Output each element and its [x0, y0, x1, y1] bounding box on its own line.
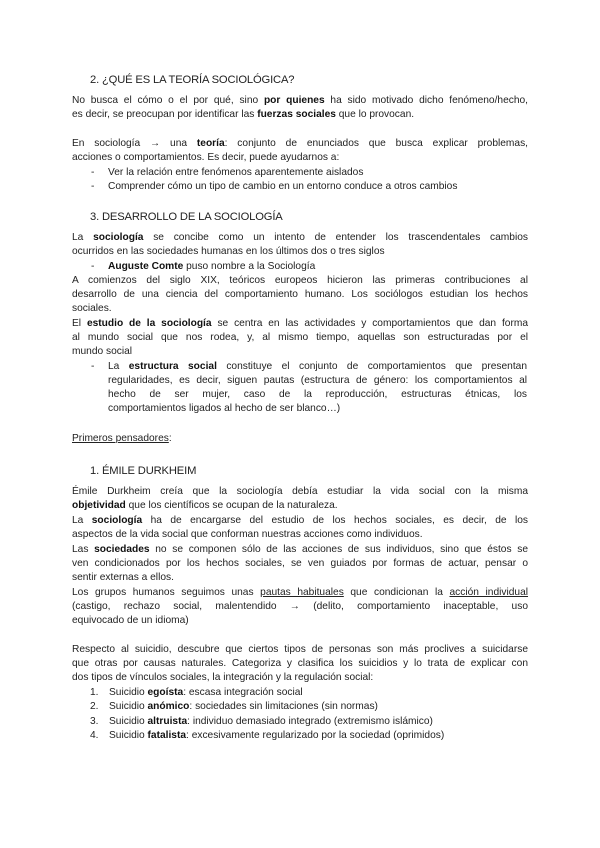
list-item: Suicidio anómico: sociedades sin limitaciones (sin normas)	[109, 701, 378, 712]
list-item: Auguste Comte puso nombre a la Sociología	[108, 261, 316, 272]
paragraph-line: acciones o comportamientos. Es decir, puede ayudarnos a:	[72, 152, 340, 163]
paragraph-line: El estudio de la sociología se centra en las actividades y comportamientos que dan forma	[72, 318, 528, 329]
paragraph-line: Los grupos humanos seguimos unas pautas habituales que condicionan la acción individual	[72, 587, 529, 598]
list-number: 3.	[90, 716, 99, 727]
list-bullet: -	[91, 361, 95, 372]
paragraph-line: No busca el cómo o el por qué, sino por quienes ha sido motivado dicho fenómeno/hecho,	[72, 95, 528, 106]
list-number: 4.	[90, 730, 99, 741]
paragraph-line: Émile Durkheim creía que la sociología debía estudiar la vida social con la misma	[72, 486, 528, 497]
list-item-line: comportamientos ligados al hecho de ser blanco…)	[108, 403, 341, 414]
paragraph-line: Respecto al suicidio, descubre que ciertos tipos de personas son más proclives a suicidarse	[72, 644, 528, 655]
paragraph-line: al mundo social que nos rodea, y, al mismo tiempo, aquellas son estructuradas por el	[72, 332, 528, 343]
list-item: Comprender cómo un tipo de cambio en un entorno conduce a otros cambios	[108, 181, 458, 192]
subsection-label: Primeros pensadores:	[72, 433, 172, 444]
section-heading-desarrollo: 3. DESARROLLO DE LA SOCIOLOGÍA	[90, 211, 283, 223]
paragraph-line: La sociología ha de encargarse del estudio de los hechos sociales, es decir, de los	[72, 515, 528, 526]
section-heading-durkheim: 1. ÉMILE DURKHEIM	[90, 465, 197, 477]
paragraph-line: es decir, se preocupan por identificar las fuerzas sociales que lo provocan.	[72, 109, 415, 120]
paragraph-line: que otras por causas naturales. Categoriza y clasifica los suicidios y lo trata de explicar con	[72, 658, 528, 669]
paragraph-line: desarrollo de una ciencia del comportamiento humano. Los sociólogos estudian los hechos	[72, 289, 528, 300]
list-item: La estructura social constituye el conjunto de comportamientos que presentan	[108, 361, 527, 372]
list-item: Suicidio altruista: individuo demasiado integrado (extremismo islámico)	[109, 716, 433, 727]
paragraph-line: ocurridos en las sociedades humanas en los últimos dos o tres siglos	[72, 246, 385, 257]
section-heading-teoria: 2. ¿QUÉ ES LA TEORÍA SOCIOLÓGICA?	[90, 74, 295, 86]
list-bullet: -	[91, 167, 95, 178]
paragraph-line: equivocado de un idioma)	[72, 615, 189, 626]
list-bullet: -	[91, 261, 95, 272]
paragraph-line: sociales.	[72, 303, 112, 314]
paragraph-line: sentir externas a ellos.	[72, 572, 174, 583]
paragraph-line: dos tipos de vínculos sociales, la integración y la regulación social:	[72, 672, 374, 683]
paragraph-line: aspectos de la vida social que conforman nuestras acciones como individuos.	[72, 529, 423, 540]
paragraph-line: A comienzos del siglo XIX, teóricos europeos hicieron las primeras contribuciones al	[72, 275, 528, 286]
list-item: Ver la relación entre fenómenos aparentemente aislados	[108, 167, 364, 178]
paragraph-line: ven condicionados por los hechos sociales, se ven guiados por formas de actuar, pensar o	[72, 558, 528, 569]
list-item: Suicidio egoísta: escasa integración social	[109, 687, 303, 698]
paragraph-line: La sociología se concibe como un intento de entender los trascendentales cambios	[72, 232, 528, 243]
list-number: 2.	[90, 701, 99, 712]
list-item: Suicidio fatalista: excesivamente regularizado por la sociedad (oprimidos)	[109, 730, 445, 741]
list-bullet: -	[91, 181, 95, 192]
paragraph-line: objetividad que los científicos se ocupan de la naturaleza.	[72, 500, 338, 511]
list-number: 1.	[90, 687, 99, 698]
paragraph-line: En sociología → una teoría: conjunto de enunciados que busca explicar problemas,	[72, 138, 528, 149]
list-item-line: regularidades, es decir, siguen pautas (estructura de género: los comportamientos al	[108, 375, 527, 386]
paragraph-line: (castigo, rechazo social, malentendido → (delito, comportamiento inaceptable, uso	[72, 601, 528, 612]
paragraph-line: mundo social	[72, 346, 133, 357]
paragraph-line: Las sociedades no se componen sólo de las acciones de sus individuos, sino que éstos se	[72, 544, 528, 555]
list-item-line: hecho de ser mujer, caso de la reproducción, estructuras étnicas, los	[108, 389, 527, 400]
